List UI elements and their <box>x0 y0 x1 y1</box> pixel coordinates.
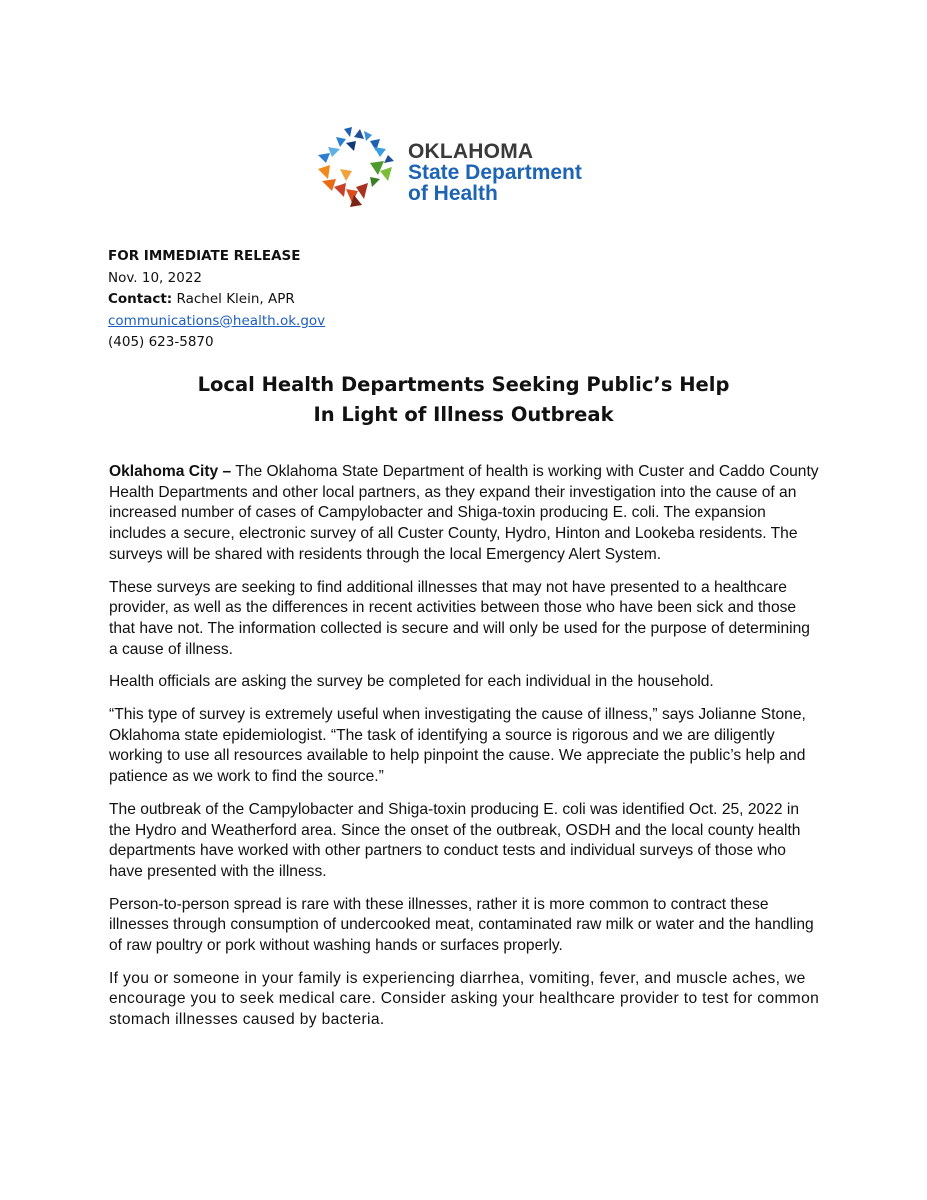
press-release-body <box>109 462 821 1043</box>
paragraph-6: Person-to-person spread is rare with these illnesses, rather it is more common to contract these illnesses through consumption of undercooked meat, contaminated raw milk or water and the handling of raw poultry or pork without washing hands or surfaces properly. <box>109 895 814 955</box>
title-line-1: Local Health Departments Seeking Public’s Help <box>197 373 730 396</box>
release-date: Nov. 10, 2022 <box>108 269 202 286</box>
dateline: Oklahoma City – <box>109 463 232 480</box>
star-logo-icon <box>314 125 398 209</box>
contact-label: Contact: <box>108 291 173 307</box>
title-line-2: In Light of Illness Outbreak <box>313 403 614 426</box>
release-label: FOR IMMEDIATE RELEASE <box>108 248 301 264</box>
paragraph-7: If you or someone in your family is experiencing diarrhea, vomiting, fever, and muscle aches, we encourage you to seek medical care. Consider asking your healthcare provider to test for common stomach illnesses caused by bacteria. <box>109 969 820 1029</box>
paragraph-2: These surveys are seeking to find additional illnesses that may not have presented to a healthcare provider, as well as the differences in recent activities between those who have been sick and those that have not. The information collected is secure and will only be used for the purpose of determining a cause of illness. <box>109 578 810 658</box>
paragraph-1 <box>109 462 821 566</box>
contact-phone: (405) 623-5870 <box>108 334 214 350</box>
contact-line <box>108 289 325 311</box>
logo-line-of-health: of Health <box>408 182 498 205</box>
paragraph-3: Health officials are asking the survey be completed for each individual in the household. <box>109 673 714 691</box>
paragraph-1-text: The Oklahoma State Department of health is working with Custer and Caddo County Health Departments and other local partners, as they expand their investigation into the cause of an increased number of cases of Campylobacter and Shiga-toxin producing E. coli. The expansion includes a secure, electronic survey of all Custer County, Hydro, Hinton and Lookeba residents. The surveys will be shared with residents through the local Emergency Alert System. <box>109 463 819 563</box>
contact-email-link[interactable]: communications@health.ok.gov <box>108 312 326 329</box>
paragraph-5: The outbreak of the Campylobacter and Shiga-toxin producing E. coli was identified Oct. 25, 2022 in the Hydro and Weatherford area. Since the onset of the outbreak, OSDH and the local county health departments have worked with other partners to conduct tests and individual surveys of those who have presented with the illness. <box>109 800 801 880</box>
logo-line-oklahoma: OKLAHOMA <box>408 140 534 163</box>
contact-name: Rachel Klein, APR <box>176 291 295 307</box>
logo-line-state-department: State Department <box>408 161 582 184</box>
release-header <box>108 246 325 354</box>
agency-logo <box>314 125 614 209</box>
paragraph-4: “This type of survey is extremely useful when investigating the cause of illness,” says Jolianne Stone, Oklahoma state epidemiologist. “The task of identifying a source is rigorous and we are diligently working to use all resources available to help pinpoint the cause. We appreciate the public’s help and patience as we work to find the source.” <box>109 706 806 786</box>
press-release-title <box>0 370 927 430</box>
logo-wordmark <box>408 141 582 204</box>
